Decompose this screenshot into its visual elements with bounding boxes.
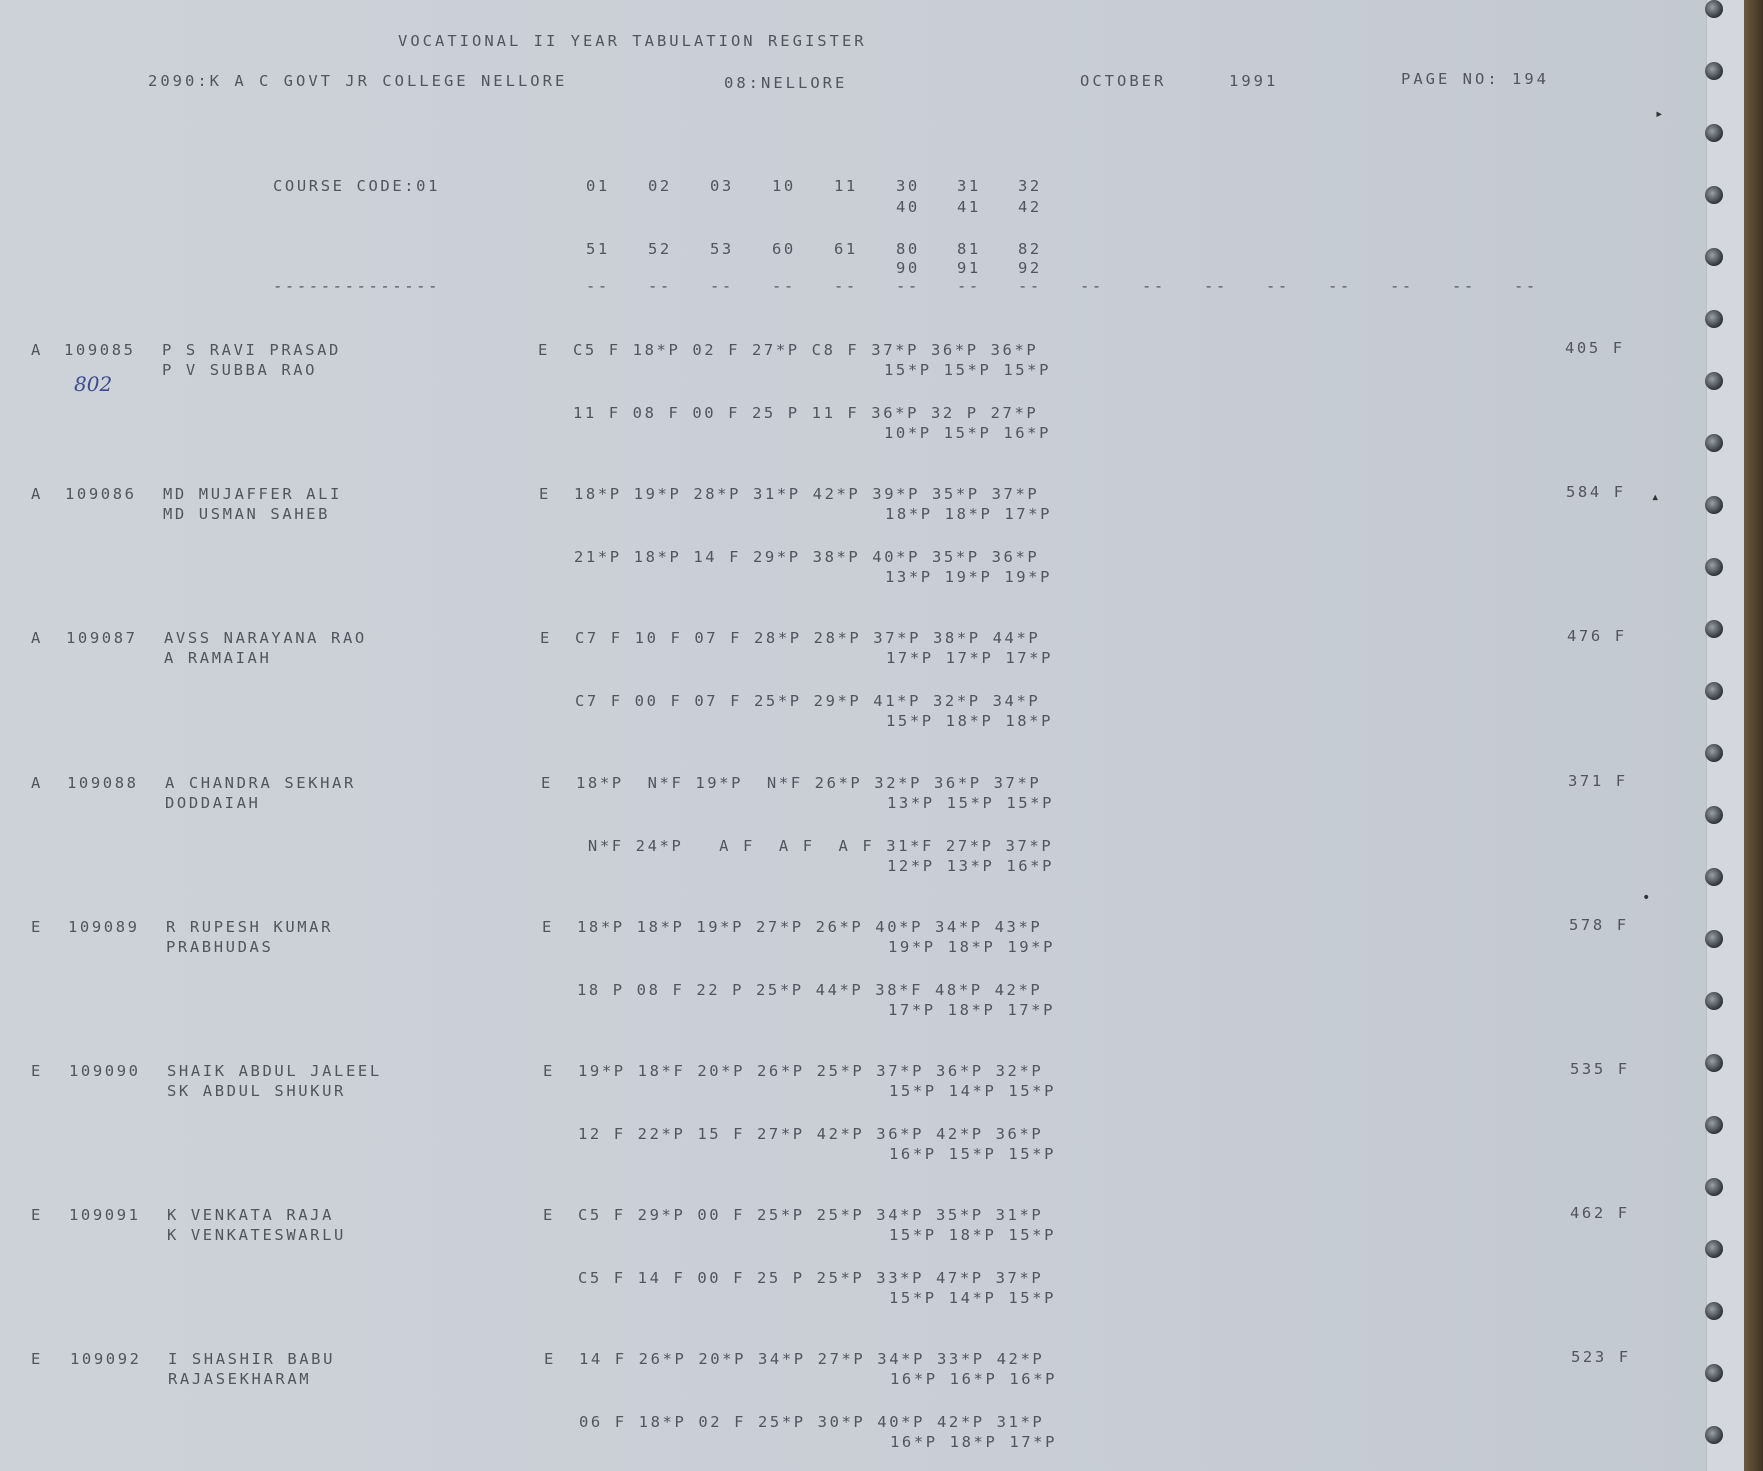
code-11: 11 — [834, 177, 858, 195]
separator-line: -------------- — [273, 277, 441, 295]
district: 08:NELLORE — [724, 74, 848, 92]
marks-row-2: 06 F 18*P 02 F 25*P 30*P 40*P 42*P 31*P — [579, 1413, 1045, 1431]
feed-hole — [1705, 1178, 1723, 1196]
code-80: 80 — [896, 240, 920, 258]
feed-hole — [1705, 744, 1723, 762]
marks-row-2b: 15*P 14*P 15*P — [889, 1289, 1057, 1307]
code-03: 03 — [710, 177, 734, 195]
code-60: 60 — [772, 240, 796, 258]
feed-hole — [1705, 62, 1723, 80]
father-name: K VENKATESWARLU — [167, 1226, 346, 1244]
course-code: COURSE CODE:01 — [273, 177, 441, 195]
marks-row-1: 18*P 19*P 28*P 31*P 42*P 39*P 35*P 37*P — [574, 485, 1040, 503]
total-result: 584 F — [1566, 483, 1626, 501]
total-result: 371 F — [1568, 772, 1628, 790]
student-name: P S RAVI PRASAD — [162, 341, 341, 359]
feed-hole — [1705, 806, 1723, 824]
code-01: 01 — [586, 177, 610, 195]
medium: E — [538, 341, 550, 359]
marks-row-2b: 16*P 18*P 17*P — [890, 1433, 1058, 1451]
student-name: SHAIK ABDUL JALEEL — [167, 1062, 382, 1080]
code-02: 02 — [648, 177, 672, 195]
marks-row-2: 12 F 22*P 15 F 27*P 42*P 36*P 42*P 36*P — [578, 1125, 1044, 1143]
medium: E — [541, 774, 553, 792]
marks-row-2: 18 P 08 F 22 P 25*P 44*P 38*F 48*P 42*P — [577, 981, 1043, 999]
code-31: 31 — [957, 177, 981, 195]
exam-month: OCTOBER — [1080, 72, 1167, 90]
medium: E — [544, 1350, 556, 1368]
marks-row-1b: 18*P 18*P 17*P — [885, 505, 1053, 523]
student-category: E — [31, 1062, 43, 1080]
code-32: 32 — [1018, 177, 1042, 195]
separator-dash: -- — [1452, 277, 1476, 295]
student-category: A — [31, 485, 43, 503]
feed-hole — [1705, 558, 1723, 576]
roll-number: 109088 — [67, 774, 139, 792]
marks-row-1b: 16*P 16*P 16*P — [890, 1370, 1058, 1388]
marks-row-2: N*F 24*P A F A F A F 31*F 27*P 37*P — [576, 837, 1054, 855]
separator-dash: -- — [648, 277, 672, 295]
student-name: AVSS NARAYANA RAO — [164, 629, 367, 647]
code-92: 92 — [1018, 259, 1042, 277]
marks-row-2: 21*P 18*P 14 F 29*P 38*P 40*P 35*P 36*P — [574, 548, 1040, 566]
feed-hole — [1705, 186, 1723, 204]
marks-row-1: 14 F 26*P 20*P 34*P 27*P 34*P 33*P 42*P — [579, 1350, 1045, 1368]
medium: E — [543, 1206, 555, 1224]
feed-hole — [1705, 930, 1723, 948]
marks-row-1b: 17*P 17*P 17*P — [886, 649, 1054, 667]
feed-hole — [1705, 682, 1723, 700]
feed-hole — [1705, 868, 1723, 886]
father-name: P V SUBBA RAO — [162, 361, 318, 379]
marks-row-2b: 12*P 13*P 16*P — [887, 857, 1055, 875]
father-name: SK ABDUL SHUKUR — [167, 1082, 346, 1100]
separator-dash: -- — [957, 277, 981, 295]
code-10: 10 — [772, 177, 796, 195]
student-category: E — [31, 918, 43, 936]
feed-hole — [1705, 434, 1723, 452]
code-40: 40 — [896, 198, 920, 216]
separator-dash: -- — [1514, 277, 1538, 295]
medium: E — [542, 918, 554, 936]
marks-row-1: 18*P N*F 19*P N*F 26*P 32*P 36*P 37*P — [576, 774, 1042, 792]
roll-number: 109087 — [66, 629, 138, 647]
marks-row-1: C5 F 29*P 00 F 25*P 25*P 34*P 35*P 31*P — [578, 1206, 1044, 1224]
college-name: 2090:K A C GOVT JR COLLEGE NELLORE — [148, 72, 568, 90]
stray-mark: • — [1642, 890, 1651, 906]
separator-dash: -- — [1266, 277, 1290, 295]
feed-hole — [1705, 0, 1723, 18]
total-result: 476 F — [1567, 627, 1627, 645]
total-result: 462 F — [1570, 1204, 1630, 1222]
feed-hole — [1705, 310, 1723, 328]
student-category: E — [31, 1350, 43, 1368]
student-category: A — [31, 629, 43, 647]
separator-dash: -- — [1328, 277, 1352, 295]
code-81: 81 — [957, 240, 981, 258]
binder-edge — [1744, 0, 1763, 1471]
separator-dash: -- — [772, 277, 796, 295]
page-number: PAGE NO: 194 — [1401, 70, 1549, 88]
separator-dash: -- — [834, 277, 858, 295]
marks-row-2: C7 F 00 F 07 F 25*P 29*P 41*P 32*P 34*P — [575, 692, 1041, 710]
feed-hole — [1705, 1116, 1723, 1134]
father-name: A RAMAIAH — [164, 649, 272, 667]
student-category: E — [31, 1206, 43, 1224]
separator-dash: -- — [1018, 277, 1042, 295]
code-82: 82 — [1018, 240, 1042, 258]
separator-dash: -- — [1204, 277, 1228, 295]
marks-row-1: C5 F 18*P 02 F 27*P C8 F 37*P 36*P 36*P — [573, 341, 1039, 359]
code-53: 53 — [710, 240, 734, 258]
total-result: 405 F — [1565, 339, 1625, 357]
code-52: 52 — [648, 240, 672, 258]
student-name: A CHANDRA SEKHAR — [165, 774, 356, 792]
separator-dash: -- — [1390, 277, 1414, 295]
father-name: DODDAIAH — [165, 794, 261, 812]
code-51: 51 — [586, 240, 610, 258]
code-91: 91 — [957, 259, 981, 277]
report-title: VOCATIONAL II YEAR TABULATION REGISTER — [398, 32, 867, 50]
marks-row-2b: 16*P 15*P 15*P — [889, 1145, 1057, 1163]
separator-dash: -- — [710, 277, 734, 295]
feed-hole — [1705, 496, 1723, 514]
stray-mark: ▸ — [1655, 106, 1664, 122]
father-name: PRABHUDAS — [166, 938, 274, 956]
handwritten-note: 802 — [74, 372, 113, 396]
student-name: K VENKATA RAJA — [167, 1206, 335, 1224]
feed-hole — [1705, 372, 1723, 390]
code-61: 61 — [834, 240, 858, 258]
separator-dash: -- — [586, 277, 610, 295]
father-name: MD USMAN SAHEB — [163, 505, 331, 523]
roll-number: 109085 — [64, 341, 136, 359]
marks-row-1b: 15*P 15*P 15*P — [884, 361, 1052, 379]
feed-hole — [1705, 124, 1723, 142]
code-41: 41 — [957, 198, 981, 216]
feed-hole — [1705, 620, 1723, 638]
total-result: 535 F — [1570, 1060, 1630, 1078]
marks-row-2b: 15*P 18*P 18*P — [886, 712, 1054, 730]
separator-dash: -- — [1142, 277, 1166, 295]
marks-row-2b: 13*P 19*P 19*P — [885, 568, 1053, 586]
marks-row-1: C7 F 10 F 07 F 28*P 28*P 37*P 38*P 44*P — [575, 629, 1041, 647]
marks-row-2b: 10*P 15*P 16*P — [884, 424, 1052, 442]
student-name: R RUPESH KUMAR — [166, 918, 334, 936]
student-category: A — [31, 774, 43, 792]
roll-number: 109090 — [69, 1062, 141, 1080]
marks-row-1b: 13*P 15*P 15*P — [887, 794, 1055, 812]
separator-dash: -- — [1080, 277, 1104, 295]
stray-mark: ▴ — [1651, 489, 1660, 505]
feed-hole — [1705, 248, 1723, 266]
total-result: 578 F — [1569, 916, 1629, 934]
feed-hole — [1705, 1054, 1723, 1072]
roll-number: 109086 — [65, 485, 137, 503]
roll-number: 109092 — [70, 1350, 142, 1368]
marks-row-2b: 17*P 18*P 17*P — [888, 1001, 1056, 1019]
marks-row-1b: 15*P 18*P 15*P — [889, 1226, 1057, 1244]
marks-row-2: C5 F 14 F 00 F 25 P 25*P 33*P 47*P 37*P — [578, 1269, 1044, 1287]
separator-dash: -- — [896, 277, 920, 295]
code-30: 30 — [896, 177, 920, 195]
roll-number: 109091 — [69, 1206, 141, 1224]
marks-row-1b: 15*P 14*P 15*P — [889, 1082, 1057, 1100]
feed-hole — [1705, 1240, 1723, 1258]
father-name: RAJASEKHARAM — [168, 1370, 312, 1388]
marks-row-1: 18*P 18*P 19*P 27*P 26*P 40*P 34*P 43*P — [577, 918, 1043, 936]
total-result: 523 F — [1571, 1348, 1631, 1366]
code-42: 42 — [1018, 198, 1042, 216]
medium: E — [539, 485, 551, 503]
student-category: A — [31, 341, 43, 359]
student-name: I SHASHIR BABU — [168, 1350, 336, 1368]
marks-row-2: 11 F 08 F 00 F 25 P 11 F 36*P 32 P 27*P — [573, 404, 1039, 422]
exam-year: 1991 — [1229, 72, 1279, 90]
feed-hole — [1705, 1364, 1723, 1382]
student-name: MD MUJAFFER ALI — [163, 485, 342, 503]
roll-number: 109089 — [68, 918, 140, 936]
marks-row-1b: 19*P 18*P 19*P — [888, 938, 1056, 956]
feed-hole — [1705, 1302, 1723, 1320]
feed-hole — [1705, 992, 1723, 1010]
medium: E — [543, 1062, 555, 1080]
code-90: 90 — [896, 259, 920, 277]
medium: E — [540, 629, 552, 647]
marks-row-1: 19*P 18*F 20*P 26*P 25*P 37*P 36*P 32*P — [578, 1062, 1044, 1080]
feed-hole — [1705, 1426, 1723, 1444]
